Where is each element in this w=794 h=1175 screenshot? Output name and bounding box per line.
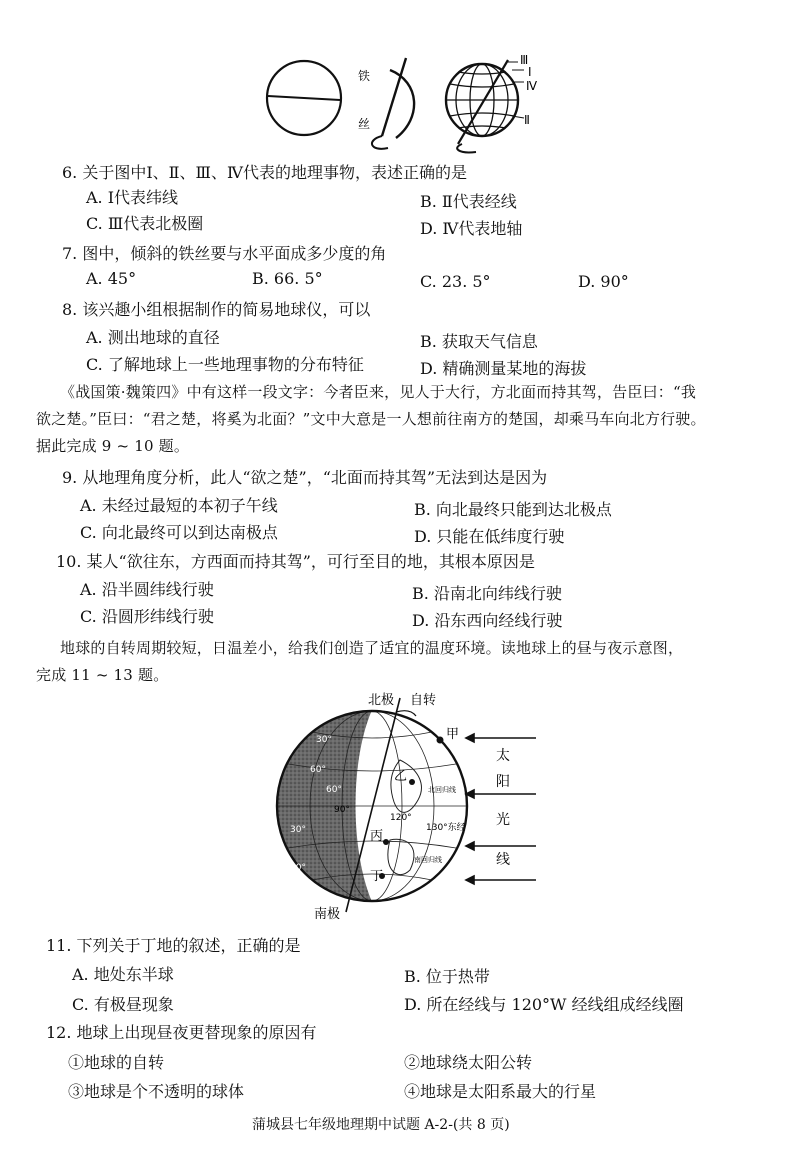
roman-label-3: Ⅲ [520, 53, 529, 67]
page-footer: 蒲城县七年级地理期中试题 A-2-(共 8 页) [252, 1117, 510, 1133]
passage2-line1: 地球的自转周期较短，日温差小，给我们创造了适宜的温度环境。读地球上的昼与夜示意图， [60, 639, 684, 657]
q7-option-a: A. 45° [86, 269, 137, 288]
tilted-wire [382, 58, 406, 136]
sunlight-char-2: 阳 [496, 774, 510, 790]
wire-label-1: 铁 [358, 69, 371, 83]
label-ding: 丁 [370, 869, 384, 884]
point-jia [437, 737, 444, 744]
rotation-label: 自转 [410, 693, 437, 708]
roman-label-4: Ⅳ [526, 79, 538, 93]
passage1-line1: 《战国策·魏策四》中有这样一段文字：今者臣来，见人于大行，方北面而持其驾，告臣曰：“我 [60, 383, 697, 401]
q6-option-d: D. Ⅳ代表地轴 [420, 219, 523, 238]
roman-label-1: Ⅰ [528, 65, 532, 79]
sunlight-char-1: 太 [496, 748, 510, 764]
completed-globe [446, 60, 524, 152]
lon-label-120: 120° [390, 813, 412, 823]
q10-option-c: C. 沿圆形纬线行驶 [80, 607, 214, 626]
q6-stem: 6. 关于图中Ⅰ、Ⅱ、Ⅲ、Ⅳ代表的地理事物，表述正确的是 [62, 163, 467, 182]
south-pole-label: 南极 [314, 907, 341, 922]
q8-option-a: A. 测出地球的直径 [86, 328, 220, 347]
q12-option-4: ④地球是太阳系最大的行星 [404, 1082, 597, 1101]
q9-stem: 9. 从地理角度分析，此人“欲之楚”，“北面而持其驾”无法到达是因为 [62, 468, 548, 487]
q6-option-b: B. Ⅱ代表经线 [420, 192, 517, 211]
q11-stem: 11. 下列关于丁地的叙述，正确的是 [46, 936, 301, 955]
q9-option-b: B. 向北最终只能到达北极点 [414, 500, 612, 519]
wire-label-2: 丝 [358, 117, 371, 131]
lat-label-2: 60° [310, 765, 326, 775]
roman-label-2: Ⅱ [524, 113, 530, 127]
q9-option-d: D. 只能在低纬度行驶 [414, 527, 565, 546]
lat-label-4: 60° [326, 785, 342, 795]
q12-stem: 12. 地球上出现昼夜更替现象的原因有 [46, 1023, 317, 1042]
q11-option-c: C. 有极昼现象 [72, 995, 174, 1014]
q7-option-d: D. 90° [578, 272, 629, 291]
q6-option-a: A. Ⅰ代表纬线 [86, 188, 179, 207]
q10-option-b: B. 沿南北向纬线行驶 [412, 584, 562, 603]
q9-option-c: C. 向北最终可以到达南极点 [80, 523, 278, 542]
q11-option-a: A. 地处东半球 [72, 965, 174, 984]
q12-option-3: ③地球是个不透明的球体 [68, 1082, 245, 1101]
passage1-line3: 据此完成 9 ~ 10 题。 [36, 437, 190, 455]
q7-stem: 7. 图中，倾斜的铁丝要与水平面成多少度的角 [62, 244, 387, 263]
q12-option-1: ①地球的自转 [68, 1053, 165, 1072]
globe-making-figure [262, 48, 552, 154]
q7-option-b: B. 66. 5° [252, 269, 323, 288]
sunlight-char-4: 线 [496, 852, 510, 868]
lat-label-1: 30° [316, 735, 332, 745]
q8-option-b: B. 获取天气信息 [420, 332, 538, 351]
lon-label-130: 130°东经 [426, 823, 466, 833]
label-bing: 丙 [370, 829, 384, 844]
equator-line [268, 96, 340, 100]
q11-option-d: D. 所在经线与 120°W 经线组成经线圈 [404, 995, 684, 1014]
wire-base [372, 136, 388, 149]
q8-stem: 8. 该兴趣小组根据制作的简易地球仪，可以 [62, 300, 371, 319]
north-pole-label: 北极 [368, 693, 395, 708]
q10-stem: 10. 某人“欲往东，方西面而持其驾”，可行至目的地，其根本原因是 [56, 552, 535, 571]
lat-label-3: 30° [290, 825, 306, 835]
wire-half-circle [390, 70, 414, 138]
q10-option-a: A. 沿半圆纬线行驶 [80, 580, 214, 599]
q7-option-c: C. 23. 5° [420, 272, 491, 291]
q10-option-d: D. 沿东西向经线行驶 [412, 611, 563, 630]
label-yi: 乙 [394, 769, 408, 784]
tropic-s-label: 南回归线 [414, 856, 442, 864]
lat-label-5: 60° [290, 863, 306, 873]
q12-option-2: ②地球绕太阳公转 [404, 1053, 533, 1072]
q8-option-c: C. 了解地球上一些地理事物的分布特征 [86, 355, 364, 374]
point-bing [383, 839, 389, 845]
passage1-line2: 欲之楚。”臣曰：“君之楚，将奚为北面？”文中大意是一人想前往南方的楚国，却乘马车向北方行驶。 [36, 410, 706, 428]
tropic-n-label: 北回归线 [428, 786, 456, 794]
day-night-figure [250, 690, 540, 922]
point-yi [409, 779, 415, 785]
q9-option-a: A. 未经过最短的本初子午线 [80, 496, 278, 515]
q11-option-b: B. 位于热带 [404, 967, 490, 986]
q6-option-c: C. Ⅲ代表北极圈 [86, 214, 204, 233]
q8-option-d: D. 精确测量某地的海拔 [420, 359, 587, 378]
label-jia: 甲 [446, 727, 460, 742]
sunlight-char-3: 光 [496, 812, 510, 828]
passage2-line2: 完成 11 ~ 13 题。 [36, 666, 169, 684]
lon-label-90: 90° [334, 805, 350, 815]
